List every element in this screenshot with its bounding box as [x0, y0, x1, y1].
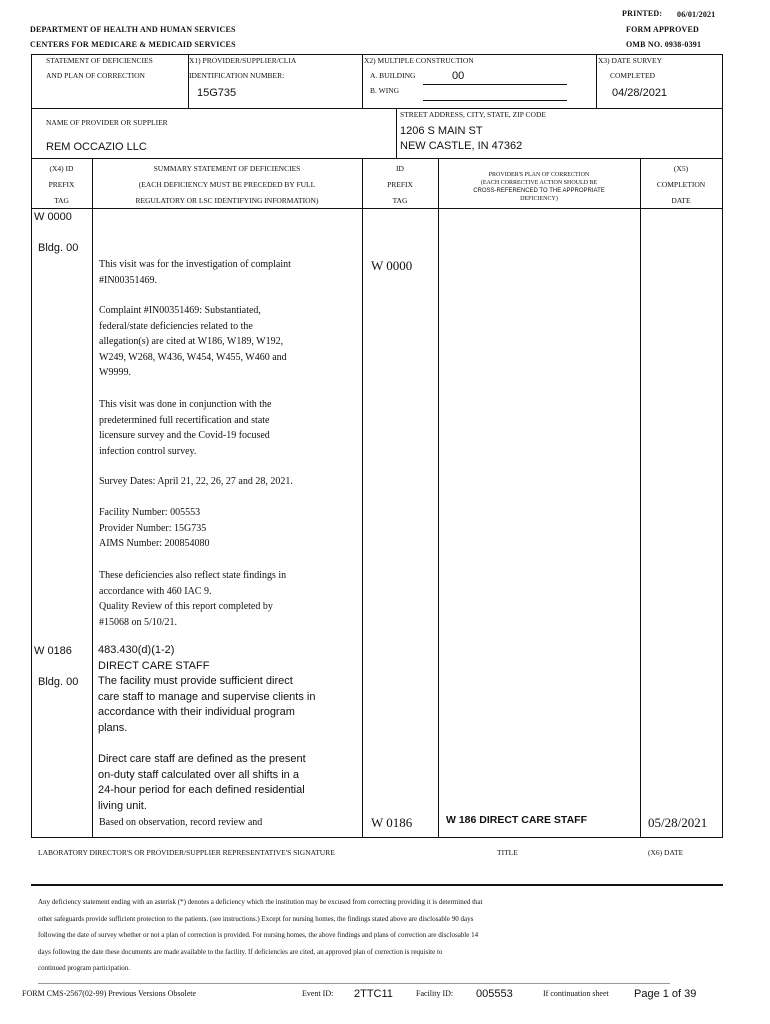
address-line1: 1206 S MAIN ST	[400, 125, 483, 137]
paragraph-conjunction	[99, 397, 359, 459]
paragraph-staff-definition	[98, 752, 360, 814]
paragraph-direct-care-staff	[98, 643, 360, 736]
col-id-l3: TAG	[392, 196, 408, 205]
text-line: Direct care staff are defined as the present	[98, 753, 306, 765]
x6-date-label: (X6) DATE	[648, 848, 684, 857]
building-value: 00	[452, 70, 465, 82]
bldg-label-2: Bldg. 00	[38, 676, 79, 688]
text-line: allegation(s) are cited at W186, W189, W192,	[99, 336, 284, 347]
text-line: These deficiencies also reflect state findings in	[99, 570, 287, 581]
text-line: licensure survey and the Covid-19 focused	[99, 430, 270, 441]
address-line2: NEW CASTLE, IN 47362	[400, 140, 523, 152]
paragraph-survey-dates	[99, 474, 359, 490]
col-prefix-l2: PREFIX	[48, 180, 75, 189]
event-id-label: Event ID:	[302, 989, 334, 998]
text-line: accordance with their individual program	[98, 706, 295, 718]
col-summary-l3: REGULATORY OR LSC IDENTIFYING INFORMATION)	[135, 196, 319, 205]
form-number: FORM CMS-2567(02-99) Previous Versions Obsolete	[22, 989, 197, 998]
footnote-line: days following the date these documents are made available to the facility. If deficiencies are cited, an approved plan of correction is requisite to	[38, 947, 443, 956]
col-plan-l3: CROSS-REFERENCED TO THE APPROPRIATE	[473, 188, 605, 194]
statement-label: STATEMENT OF DEFICIENCIES	[46, 56, 153, 65]
tag-w0000: W 0000	[34, 211, 72, 223]
footnote-line: other safeguards provide sufficient protection to the patients. (see instructions.) Except for nursing homes, the findings stated above are disclosable 90 days	[38, 914, 474, 923]
plan-of-correction-label: AND PLAN OF CORRECTION	[46, 71, 145, 80]
printed-label: PRINTED:	[622, 9, 663, 18]
col-prefix-l3: TAG	[54, 196, 69, 205]
col-id-l1: ID	[396, 164, 404, 173]
text-line: This visit was for the investigation of complaint	[99, 259, 291, 270]
text-line: This visit was done in conjunction with the	[99, 399, 272, 410]
text-line: Quality Review of this report completed by	[99, 601, 273, 612]
col-id-l2: PREFIX	[387, 180, 413, 189]
text-line: plans.	[98, 721, 128, 734]
signature-label: LABORATORY DIRECTOR'S OR PROVIDER/SUPPLIER REPRESENTATIVE'S SIGNATURE	[38, 848, 335, 857]
text-line: Based on observation, record review and	[99, 817, 263, 828]
bldg-label-1: Bldg. 00	[38, 242, 79, 254]
text-line: Facility Number: 005553	[99, 507, 201, 518]
right-tag-w0186: W 0186	[371, 815, 413, 830]
plan-w186-title: W 186 DIRECT CARE STAFF	[446, 814, 587, 826]
paragraph-state-findings	[99, 568, 359, 630]
text-line: accordance with 460 IAC 9.	[99, 585, 212, 597]
col-completion-l3: DATE	[671, 196, 691, 205]
col-completion-l2: COMPLETION	[656, 180, 706, 189]
page-number: Page 1 of 39	[634, 988, 697, 1000]
col-completion-l1: (X5)	[673, 164, 689, 173]
date-survey-label: X3) DATE SURVEY	[598, 56, 662, 65]
text-line: DIRECT CARE STAFF	[98, 659, 210, 672]
continuation-sheet-label: If continuation sheet	[543, 989, 609, 998]
col-summary-l1: SUMMARY STATEMENT OF DEFICIENCIES	[153, 164, 301, 173]
col-plan-l1: PROVIDER'S PLAN OF CORRECTION	[488, 172, 590, 178]
text-line: The facility must provide sufficient direct	[98, 675, 293, 687]
paragraph-complaint	[99, 257, 359, 288]
text-line: #IN00351469.	[99, 274, 158, 286]
text-line: infection control survey.	[99, 445, 197, 457]
col-prefix-l1: (X4) ID	[49, 164, 74, 173]
text-line: Provider Number: 15G735	[99, 522, 207, 534]
text-line: living unit.	[98, 799, 147, 812]
footnote-line: Any deficiency statement ending with an asterisk (*) denotes a deficiency which the institution may be excused from correcting providing it is determined that	[38, 898, 483, 906]
text-line: AIMS Number: 200854080	[99, 538, 210, 549]
text-line: care staff to manage and supervise clients in	[98, 690, 316, 703]
building-label: A. BUILDING	[370, 71, 416, 80]
centers-name: CENTERS FOR MEDICARE & MEDICAID SERVICES	[30, 40, 236, 49]
event-id-value: 2TTC11	[354, 988, 393, 1000]
footnote-line: following the date of survey whether or not a plan of correction is provided. For nursing homes, the above findings and plans of correction are disclosable 14	[38, 931, 479, 939]
text-line: Survey Dates: April 21, 22, 26, 27 and 28, 2021.	[99, 476, 293, 487]
provider-id-label: X1) PROVIDER/SUPPLIER/CLIA	[189, 56, 297, 65]
paragraph-based-on	[99, 815, 359, 831]
completed-label: COMPLETED	[610, 71, 655, 80]
text-line: on-duty staff calculated over all shifts in a	[98, 768, 299, 781]
completion-date: 05/28/2021	[648, 815, 708, 830]
text-line: 483.430(d)(1-2)	[98, 644, 175, 656]
address-label: STREET ADDRESS, CITY, STATE, ZIP CODE	[400, 110, 546, 119]
text-line: 24-hour period for each defined residential	[98, 784, 305, 796]
text-line: #15068 on 5/10/21.	[99, 616, 178, 628]
text-line: W9999.	[99, 367, 131, 378]
paragraph-facility-numbers	[99, 505, 359, 552]
multiple-construction-label: X2) MULTIPLE CONSTRUCTION	[364, 56, 474, 65]
wing-label: B. WING	[370, 86, 400, 95]
tag-w0186: W 0186	[34, 645, 72, 657]
facility-id-label: Facility ID:	[416, 989, 454, 998]
text-line: federal/state deficiencies related to the	[99, 320, 253, 332]
col-plan-l2: (EACH CORRECTIVE ACTION SHOULD BE	[480, 180, 598, 186]
printed-date: 06/01/2021	[677, 10, 716, 19]
col-summary-l2: (EACH DEFICIENCY MUST BE PRECEDED BY FULL	[138, 180, 316, 189]
col-plan-l4: DEFICIENCY)	[520, 196, 558, 202]
provider-name-label: NAME OF PROVIDER OR SUPPLIER	[46, 118, 168, 127]
text-line: predetermined full recertification and state	[99, 414, 270, 426]
text-line: Complaint #IN00351469: Substantiated,	[99, 305, 261, 316]
provider-id-value: 15G735	[197, 87, 237, 99]
omb-number: OMB NO. 0938-0391	[626, 40, 702, 49]
form-approved: FORM APPROVED	[626, 25, 700, 34]
survey-date-value: 04/28/2021	[612, 87, 668, 99]
right-tag-w0000: W 0000	[371, 258, 413, 273]
footnote-line: continued program participation.	[38, 964, 130, 972]
paragraph-substantiated	[99, 303, 359, 381]
disclaimer-footnote	[38, 894, 718, 977]
facility-id-value: 005553	[476, 988, 513, 1000]
identification-number-label: IDENTIFICATION NUMBER:	[189, 71, 285, 80]
title-label: TITLE	[497, 848, 518, 857]
text-line: W249, W268, W436, W454, W455, W460 and	[99, 351, 287, 363]
provider-name-value: REM OCCAZIO LLC	[46, 141, 147, 153]
department-name: DEPARTMENT OF HEALTH AND HUMAN SERVICES	[30, 25, 236, 34]
